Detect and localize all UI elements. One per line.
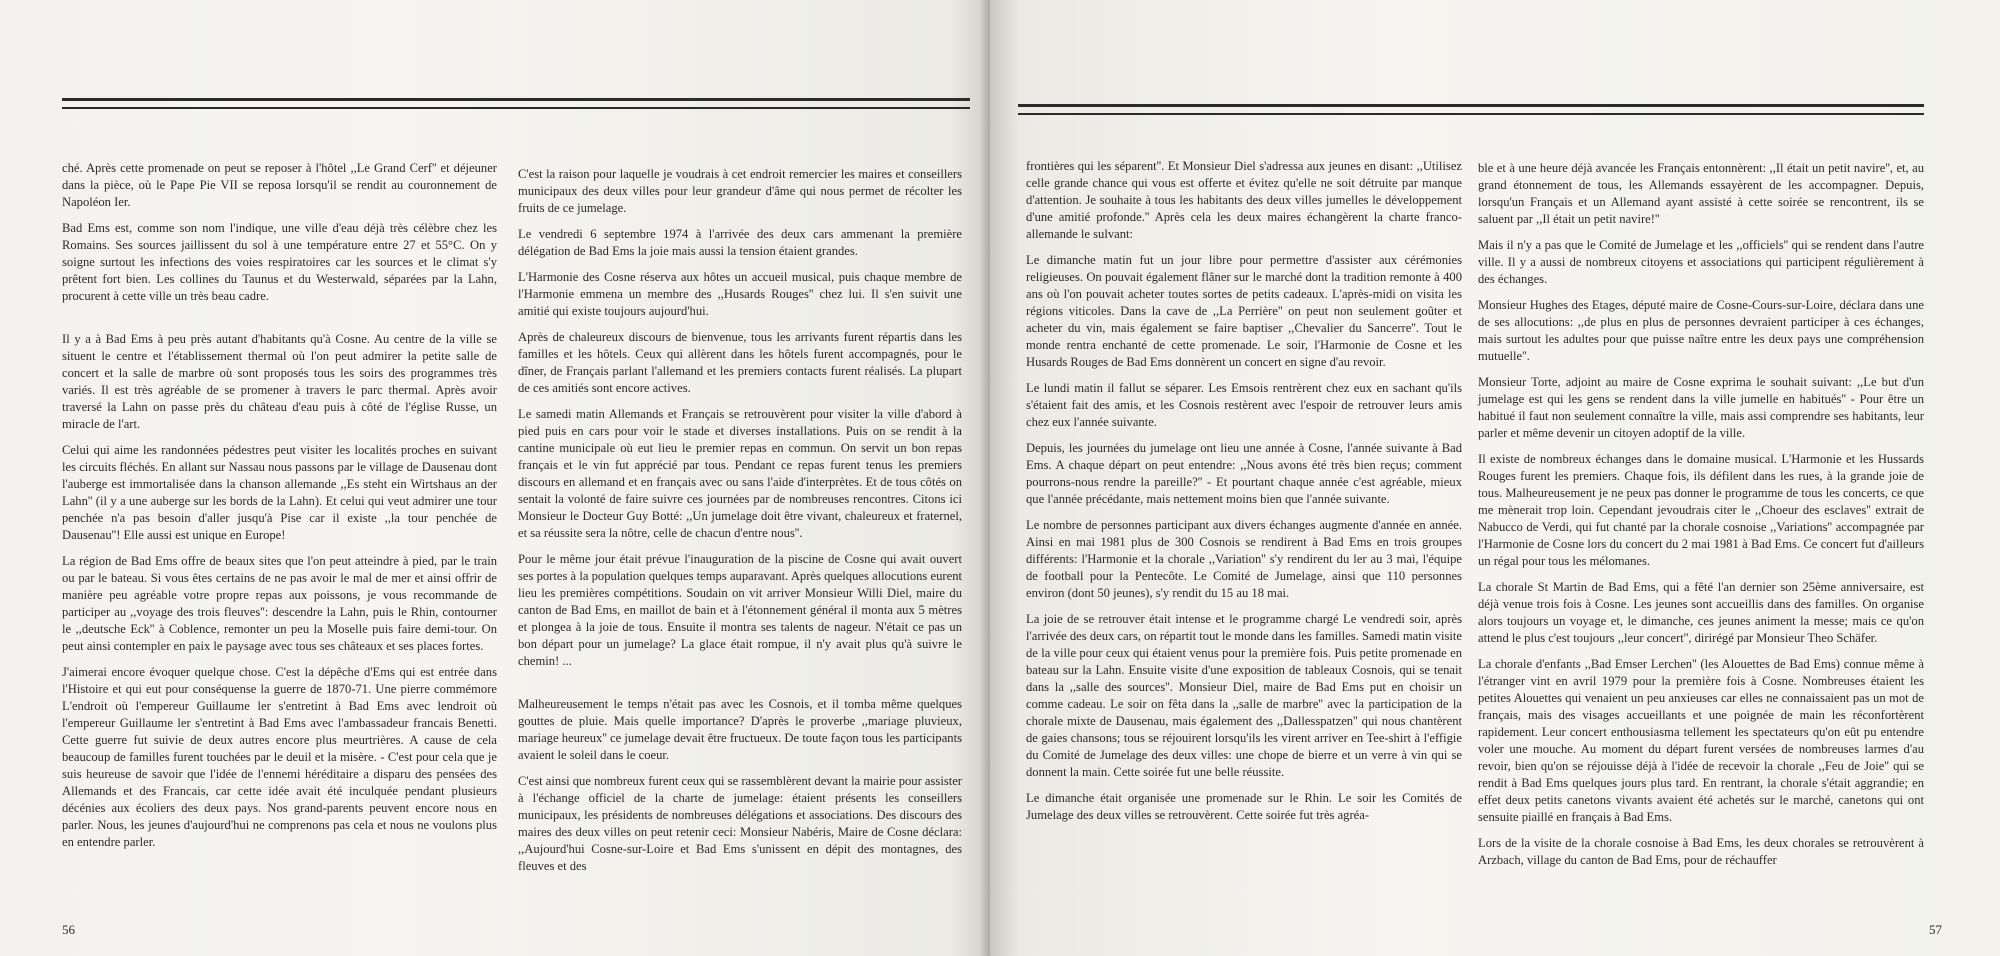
bleed-through-heading <box>80 18 95 80</box>
paragraph: La chorale St Martin de Bad Ems, qui a fêté l'an dernier son 25ème anniversaire, est déjà venue trois fois à Cosne. Les jeunes sont accueillis dans des familles. On organise alors toujours un voyage et, le dimanche, ces jeunes animent la messe; mais ce qu'on attend le plus c'est toujours ,,leur concert'', dirirégé par Monsieur Theo Schäfer. <box>1478 580 1924 645</box>
right-page <box>990 0 2000 956</box>
paragraph: Mais il n'y a pas que le Comité de Jumelage et les ,,officiels'' qui se rendent dans l'autre ville. Il y a aussi de nombreux citoyens et associations qui participent régulièrement à des échanges. <box>1478 238 1924 286</box>
left-page-column-2 <box>518 166 962 884</box>
paragraph: L'Harmonie des Cosne réserva aux hôtes un accueil musical, puis chaque membre de l'Harmonie emmena un membre des ,,Husards Rouges'' chez lui. Il s'en suivit une amitié qui existe toujours aujourd'hui. <box>518 270 962 318</box>
paragraph: Depuis, les journées du jumelage ont lieu une année à Cosne, l'année suivante à Bad Ems. A chaque départ on peut entendre: ,,Nous avons été très bien reçus; comment pourrons-nous rendre la pareille?'' - Et pourtant chaque année c'est agréable, mieux que l'année précédante, mais nettement moins bien que l'année suivante. <box>1026 441 1462 506</box>
paragraph: Celui qui aime les randonnées pédestres peut visiter les localités proches en suivant les circuits fléchés. En allant sur Nassau nous passons par le village de Dausenau dont l'auberge est immortalisée dans la chanson allemande ,,Es steht ein Wirtshaus an der Lahn'' (il y a une auberge sur les bords de la Lahn). Et celui qui veut admirer une tour penchée n'a pas besoin d'aller jusqu'à Pise car il existe ,,la tour penchée de Dausenau''! Elle aussi est unique en Europe! <box>62 443 497 542</box>
right-page-column-1 <box>1026 158 1462 833</box>
paragraph: Lors de la visite de la chorale cosnoise à Bad Ems, les deux chorales se retrouvèrent à Arzbach, village du canton de Bad Ems, pour de réchauffer <box>1478 836 1924 867</box>
paragraph: C'est ainsi que nombreux furent ceux qui se rassemblèrent devant la mairie pour assister à l'échange officiel de la charte de jumelage: étaient présents les conseillers municipaux, les présidents de nombreuses délégations et associations. Des discours des maires des deux villes on peut retenir ceci: Monsieur Nabéris, Maire de Cosne déclara: ,,Aujourd'hui Cosne-sur-Loire et Bad Ems s'unissent en dépit des montagnes, des fleuves et des <box>518 774 962 873</box>
page-number: 56 <box>62 922 75 937</box>
right-page-column-2 <box>1478 160 1924 878</box>
paragraph: frontières qui les séparent''. Et Monsieur Diel s'adressa aux jeunes en disant: ,,Utilisez celle grande chance qui vous est offerte et évitez qu'elle ne soit détruite par manque d'attention. Je souhaite à tous les habitants des deux villes jumelles le développement d'une amitié profonde.'' Après cela les deux maires échangèrent la charte franco-allemande le sulvant: <box>1026 159 1462 241</box>
paragraph: J'aimerai encore évoquer quelque chose. C'est la dépêche d'Ems qui est entrée dans l'Histoire et qui eut pour conséquense la guerre de 1870-71. Une pierre commémore L'endroit où l'empereur Guillaume ler s'entretint à Bad Ems avec lendroit où l'empereur Guillaume ler s'entretint à Bad Ems avec l'ambassadeur francais Benetti. Cette guerre fut suivie de deux autres encore plus meurtrières. A cause de cela beaucoup de familles furent touchées par le deuil et la misère. - C'est pour cela que je suis heureuse de savoir que l'idée de l'ennemi héréditaire a disparu des pensées des Allemands et des Francais, car cette idée avait été inculquée pendant plusieurs décénies aux écoliers des deux pays. Nos grand-parents peuvent encore nous en parler. Nous, les jeunes d'aujourd'hui ne comprenons pas cela et nous ne voulons plus en entendre parler. <box>62 665 497 849</box>
paragraph: ble et à une heure déjà avancée les Français entonnèrent: ,,Il était un petit navire'', et, au grand étonnement de tous, les Allemands essayèrent de les accompagner. Depuis, lorsqu'un Français et un Allemand ayant assisté à cette soirée se rencontrent, ils se saluent par ,,Il était un petit navire!'' <box>1478 161 1924 226</box>
paragraph: Monsieur Hughes des Etages, député maire de Cosne-Cours-sur-Loire, déclara dans une de ses allocutions: ,,de plus en plus de personnes devraient participer à ces échanges, mais surtout les adultes pour que puisse naître entre les deux pays une compréhension mutuelle''. <box>1478 298 1924 363</box>
left-page-column-1 <box>62 160 497 860</box>
paragraph: La chorale d'enfants ,,Bad Emser Lerchen'' (les Alouettes de Bad Ems) connue même à l'étranger vint en avril 1979 pour la première fois à Cosne. Nombreuses étaient les petites Alouettes qui venaient un peu anxieuses car elles ne connaissaient pas un mot de français, mais des visages accueillants et une poignée de main les réconfortèrent rapidement. Leur concert enthousiasma tellement les spectateurs qu'on eût pu entendre voler une mouche. Au moment du départ furent versées de nombreuses larmes d'au revoir, bien qu'on se réjouisse déjà à l'idée de recevoir la chorale ,,Feu de Joie'' qui se rendit à Bad Ems quelques jours plus tard. En rentrant, la chorale s'était aggrandie; en effet deux petits canetons vivants avaient été achetés sur le marché, canetons qui ont sensuite piaillé en français à Bad Ems. <box>1478 657 1924 824</box>
double-rule <box>62 98 970 109</box>
paragraph: Le samedi matin Allemands et Français se retrouvèrent pour visiter la ville d'abord à pied puis en cars pour voir le stade et diverses installations. Puis on se rendit à la cantine municipale où eut lieu le premier repas en commun. On servit un bon repas français et le vin fut apprécié par tous. Pendant ce repas furent tenus les premiers discours en allemand et en français avec ou sans l'aide d'interprètes. Et de tous côtés on sentait la volonté de faire suivre ces journées par de nombreuses rencontres. Citons ici Monsieur le Docteur Guy Botté: ,,Un jumelage doit être vivant, chaleureux et fraternel, et sa réussite sera la nôtre, celle de chacun d'entre nous''. <box>518 407 962 540</box>
paragraph: Le dimanche matin fut un jour libre pour permettre d'assister aux cérémonies religieuses. On pouvait également flâner sur le marché dont la tradition remonte à 400 ans où l'on pouvait acheter toutes sortes de petits cadeaux. L'après-midi on visita les régions viticoles. Dans la cave de ,,La Perrière'' on peut non seulement goûter et acheter du vin, mais également se faire baptiser ,,Chevalier du Sancerre''. Tout le monde rentra enchanté de cette promenade. Le soir, l'Harmonie de Cosne et les Husards Rouges de Bad Ems donnèrent un concert en signe d'au revoir. <box>1026 253 1462 369</box>
paragraph: C'est la raison pour laquelle je voudrais à cet endroit remercier les maires et conseillers municipaux des deux villes pour leur grandeur d'âme qui nous permet de récolter les fruits de ce jumelage. <box>518 167 962 215</box>
paragraph: Malheureusement le temps n'était pas avec les Cosnois, et il tomba même quelques gouttes de pluie. Mais quelle importance? D'après le proverbe ,,mariage pluvieux, mariage heureux'' ce jumelage devait être fructueux. De toute façon tous les participants avaient le soleil dans le coeur. <box>518 697 962 762</box>
paragraph: ché. Après cette promenade on peut se reposer à l'hôtel ,,Le Grand Cerf'' et déjeuner dans la pièce, où le Pape Pie VII se reposa lorsqu'il se rendit au couronnement de Napoléon Ier. <box>62 161 497 209</box>
paragraph: Le lundi matin il fallut se séparer. Les Emsois rentrèrent chez eux en sachant qu'ils s'étaient fait des amis, et les Cosnois restèrent avec l'espoir de retrouver leurs amis chez eux l'année suivante. <box>1026 381 1462 429</box>
paragraph: La région de Bad Ems offre de beaux sites que l'on peut atteindre à pied, par le train ou par le bateau. Si vous êtes certains de ne pas avoir le mal de mer et ainsi offrir de manière peu agréable votre propre repas aux poissons, je vous recommande de participer au ,,voyage des trois fleuves'': descendre la Lahn, puis le Rhin, contourner le ,,deutsche Eck'' à Coblence, remonter un peu la Moselle puis faire demi-tour. On peut ainsi contempler en paix le paysage avec tous ses châteaux et ses places fortes. <box>62 554 497 653</box>
page-number: 57 <box>1929 922 1942 937</box>
paragraph: Le nombre de personnes participant aux divers échanges augmente d'année en année. Ainsi en mai 1981 plus de 300 Cosnois se rendirent à Bad Ems en trois groupes différents: l'Harmonie et la chorale ,,Variation'' s'y rendirent du ler au 3 mai, l'équipe de football pour la Pentecôte. Le Comité de Jumelage, ainsi que 110 personnes environ (dont 50 jeunes), s'y rendit du 15 au 18 mai. <box>1026 518 1462 600</box>
paragraph: Le vendredi 6 septembre 1974 à l'arrivée des deux cars ammenant la première délégation de Bad Ems la joie mais aussi la tension étaient grandes. <box>518 227 962 258</box>
paragraph: Monsieur Torte, adjoint au maire de Cosne exprima le souhait suivant: ,,Le but d'un jumelage est qui les gens se rendent dans la ville jumelle en habitués'' - Pour être un habitué il faut non seulement connaître la ville, mais assi comprendre ses habitants, leur parler et même devenir un citoyen adoptif de la ville. <box>1478 375 1924 440</box>
bleed-through-heading <box>1320 30 1328 64</box>
paragraph: Pour le même jour était prévue l'inauguration de la piscine de Cosne qui avait ouvert ses portes à la population quelques temps auparavant. Après quelques allocutions eurent lieu les premières compétitions. Soudain on vit arriver Monsieur Willi Diel, maire du canton de Bad Ems, en maillot de bain et à l'étonnement général il monta aux 5 mètres et plongea à la joie de tous. Ensuite il montra ses talents de nageur. N'était ce pas un bon départ pour un jumelage? La glace était rompue, il n'y avait plus qu'à suivre le chemin! ... <box>518 552 962 668</box>
paragraph: Bad Ems est, comme son nom l'indique, une ville d'eau déjà très célèbre chez les Romains. Ses sources jaillissent du sol à une température entre 27 et 55°C. On y soigne surtout les infections des voies respiratoires car les sources et le climat s'y prêtent fort bien. Les collines du Taunus et du Westerwald, séparées par la Lahn, procurent à cette ville un très beau cadre. <box>62 221 497 303</box>
paragraph: Il y a à Bad Ems à peu près autant d'habitants qu'à Cosne. Au centre de la ville se situent le centre et l'établissement thermal où l'on peut admirer la petite salle de concert et la salle de marbre où sont proposés tous les soirs des programmes très variés. Il est très agréable de se promener à travers le parc thermal. Après avoir traversé la Lahn on passe près du château d'eau puis à côté de l'église Russe, un miracle de l'art. <box>62 332 497 431</box>
paragraph: Après de chaleureux discours de bienvenue, tous les arrivants furent répartis dans les familles et les hôtels. Ceux qui allèrent dans les hôtels furent accompagnés, pour le dîner, de Français parlant l'allemand et les premiers contacts furent réalisés. La plupart de ces amitiés sont encore actives. <box>518 330 962 395</box>
paragraph: Le dimanche était organisée une promenade sur le Rhin. Le soir les Comités de Jumelage des deux villes se retrouvèrent. Cette soirée fut très agréa- <box>1026 791 1462 822</box>
paragraph: Il existe de nombreux échanges dans le domaine musical. L'Harmonie et les Hussards Rouges furent les premiers. Chaque fois, ils défilent dans les rues, à la grande joie de tous. Malheureusement je ne peux pas donner le programme de tous les concerts, ce que me mènerait trop loin. Cependant jevoudrais citer le ,,Choeur des esclaves'' extrait de Nabucco de Verdi, qui fut chanté par la chorale cosnoise ,,Variations'' accompagnée par l'Harmonie de Cosne lors du concert du 2 mai 1981 à Bad Ems. Ce concert fut d'ailleurs un régal pour tous les mélomanes. <box>1478 452 1924 568</box>
double-rule <box>1018 104 1924 115</box>
paragraph: La joie de se retrouver était intense et le programme chargé Le vendredi soir, après l'arrivée des deux cars, on répartit tout le monde dans les familles. Samedi matin visite de la ville pour ceux qui étaient venus pour la première fois. Puis petite promenade en bateau sur la Lahn. Ensuite visite d'une exposition de tableaux Cosnois, qui se tenait dans la ,,salle des sources''. Monsieur Diel, maire de Bad Ems put en choisir un comme cadeau. Le soir on fêta dans la ,,salle de marbre'' avec la participation de la chorale mixte de Dausenau, mais également des ,,Dallesspatzen'' qui nous chantèrent de gaies chansons; tous se réjouirent lorsqu'ils les virent arriver en Tee-shirt à l'effigie du Comité de Jumelage des deux villes: une chope de bierre et un verre à vin qui se donnent la main. Cette soirée fut une belle réussite. <box>1026 612 1462 779</box>
left-page <box>0 0 990 956</box>
